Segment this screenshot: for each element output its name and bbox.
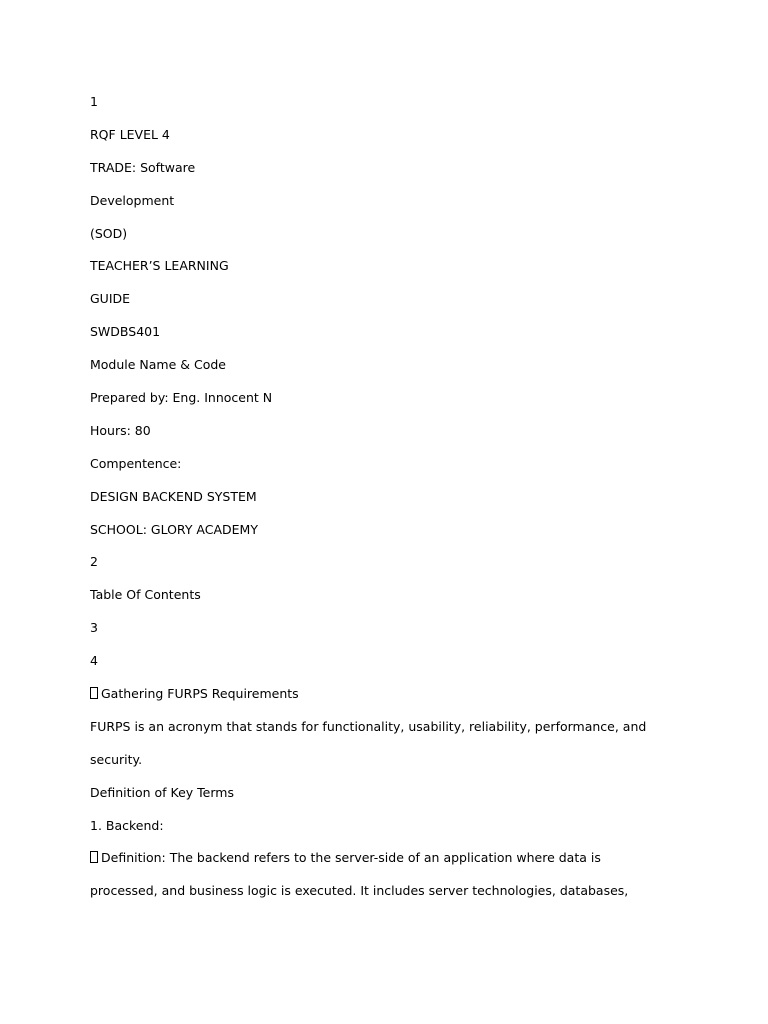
guide-title-line-1: TEACHER’S LEARNING (90, 258, 229, 274)
competence-value: DESIGN BACKEND SYSTEM (90, 488, 257, 504)
rqf-level: RQF LEVEL 4 (90, 126, 170, 142)
trade-continuation: Development (90, 192, 175, 208)
furps-heading: Gathering FURPS Requirements (101, 686, 299, 702)
trade-line: TRADE: Software (90, 159, 196, 175)
backend-definition-line-1 (90, 848, 690, 881)
key-terms-heading: Definition of Key Terms (90, 784, 234, 800)
module-name-label: Module Name & Code (90, 357, 226, 373)
page-number-2: 2 (90, 554, 98, 570)
page-number-3: 3 (90, 620, 98, 636)
furps-paragraph-line-2: security. (90, 751, 143, 767)
trade-abbreviation: (SOD) (90, 225, 128, 241)
backend-heading: 1. Backend: (90, 817, 164, 833)
school: SCHOOL: GLORY ACADEMY (90, 521, 258, 537)
hours: Hours: 80 (90, 422, 151, 438)
furps-paragraph-line-1: FURPS is an acronym that stands for functionality, usability, reliability, performance, and (90, 718, 647, 734)
page-number-1: 1 (90, 94, 98, 109)
table-of-contents-heading: Table Of Contents (90, 587, 201, 603)
furps-heading-line (90, 684, 690, 717)
prepared-by: Prepared by: Eng. Innocent N (90, 390, 273, 406)
backend-definition-text: Definition: The backend refers to the server-side of an application where data is (101, 850, 601, 866)
missing-glyph-icon (90, 687, 98, 699)
document-page (90, 92, 690, 914)
module-code: SWDBS401 (90, 324, 161, 340)
missing-glyph-icon (90, 851, 98, 863)
guide-title-line-2: GUIDE (90, 291, 131, 307)
page-number-4: 4 (90, 653, 98, 669)
backend-definition-line-2: processed, and business logic is executed. It includes server technologies, databases, (90, 883, 629, 899)
competence-label: Compentence: (90, 455, 182, 471)
